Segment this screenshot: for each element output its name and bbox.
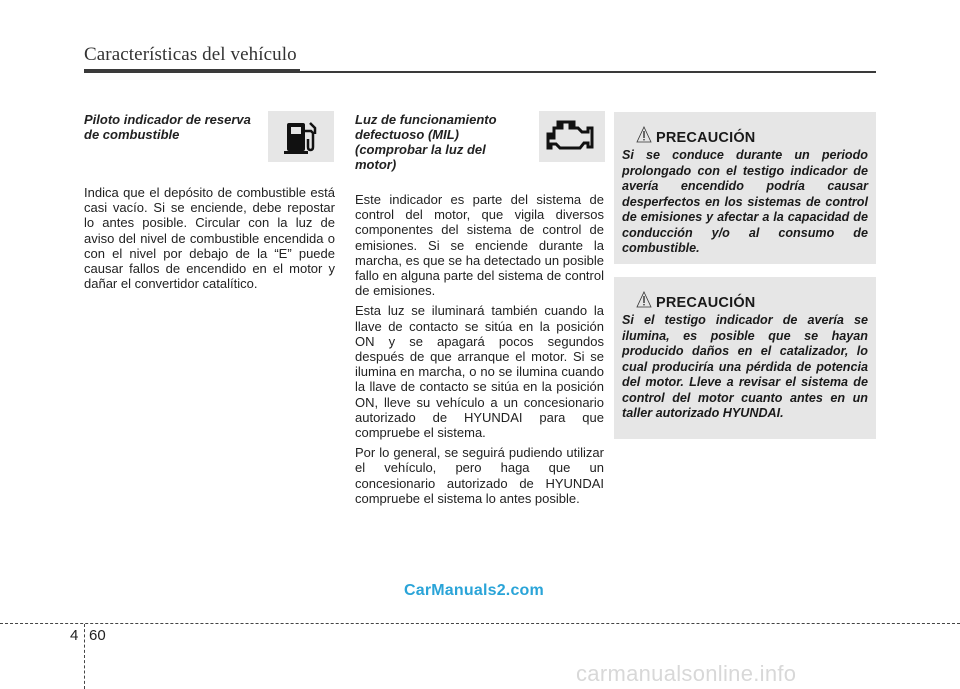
mil-heading-line: Luz de funcionamiento <box>355 112 497 127</box>
mil-paragraph: Por lo general, se seguirá pudiendo utilizar el vehículo, pero haga que un concesionario autorizado de HYUNDAI compruebe el sistema lo antes posible. <box>355 445 604 506</box>
mil-heading-line: defectuoso (MIL) <box>355 127 459 142</box>
caution-head <box>636 122 868 146</box>
fuel-body-text: Indica que el depósito de combustible está casi vacío. Si se enciende, debe repostar lo antes posible. Circular con la luz de aviso del nivel de combustible encendida o con el nivel por debajo de la “E” puede causar fallos de encendido en el motor y dañar el convertidor catalítico. <box>84 185 335 292</box>
site-watermark: carmanualsonline.info <box>576 661 797 686</box>
mil-icon-box <box>539 111 605 162</box>
caution-box <box>614 112 876 264</box>
mil-heading-line: (comprobar la luz del <box>355 142 486 157</box>
mil-paragraph: Esta luz se iluminará también cuando la llave de contacto se sitúa en la posición ON y se apagará pocos segundos después de que arranque el motor. Si se ilumina en marcha, o no se ilumina cuando la llave de contacto se sitúa en la posición ON, lleve su vehículo a un concesionario autorizado de HYUNDAI para que compruebe el sistema. <box>355 303 604 441</box>
watermark-link[interactable]: CarManuals2.com <box>404 582 544 599</box>
page-header-title: Características del vehículo <box>84 44 297 65</box>
caution-text: Si se conduce durante un periodo prolongado con el testigo indicador de avería encendido podría causar desperfectos en los sistemas de control de emisiones y afectar a la capacidad de conducción y/o al consumo de combustible. <box>622 148 868 255</box>
caution-box <box>614 277 876 439</box>
caution-title: PRECAUCIÓN <box>656 130 756 146</box>
footer-vertical-rule <box>84 624 85 689</box>
header-rule-thin <box>300 71 876 73</box>
page-number: 60 <box>89 627 106 644</box>
caution-title: PRECAUCIÓN <box>656 295 756 311</box>
footer-dashed-rule <box>0 623 960 624</box>
fuel-icon-box <box>268 111 334 162</box>
warning-triangle-icon <box>636 291 652 309</box>
check-engine-icon <box>544 120 600 154</box>
chapter-number: 4 <box>70 627 79 644</box>
header-rule-thick <box>84 69 300 73</box>
fuel-body <box>84 185 335 296</box>
mil-body <box>355 192 604 511</box>
mil-paragraph: Este indicador es parte del sistema de control del motor, que vigila diversos componentes del sistema de control de emisiones. Si se enciende durante la marcha, es que se ha detectado un posible fallo en alguna parte del sistema de control de emisiones. <box>355 192 604 299</box>
caution-head <box>636 287 868 311</box>
mil-heading-line: motor) <box>355 157 397 172</box>
mil-heading <box>355 112 535 172</box>
fuel-heading: Piloto indicador de reserva de combustible <box>84 112 251 142</box>
warning-triangle-icon <box>636 126 652 144</box>
fuel-pump-icon <box>281 117 321 157</box>
caution-text: Si el testigo indicador de avería se ilumina, es posible que se hayan producido daños en el catalizador, lo cual produciría una pérdida de potencia del motor. Lleve a revisar el sistema de control del motor cuanto antes en un taller autorizado HYUNDAI. <box>622 313 868 420</box>
